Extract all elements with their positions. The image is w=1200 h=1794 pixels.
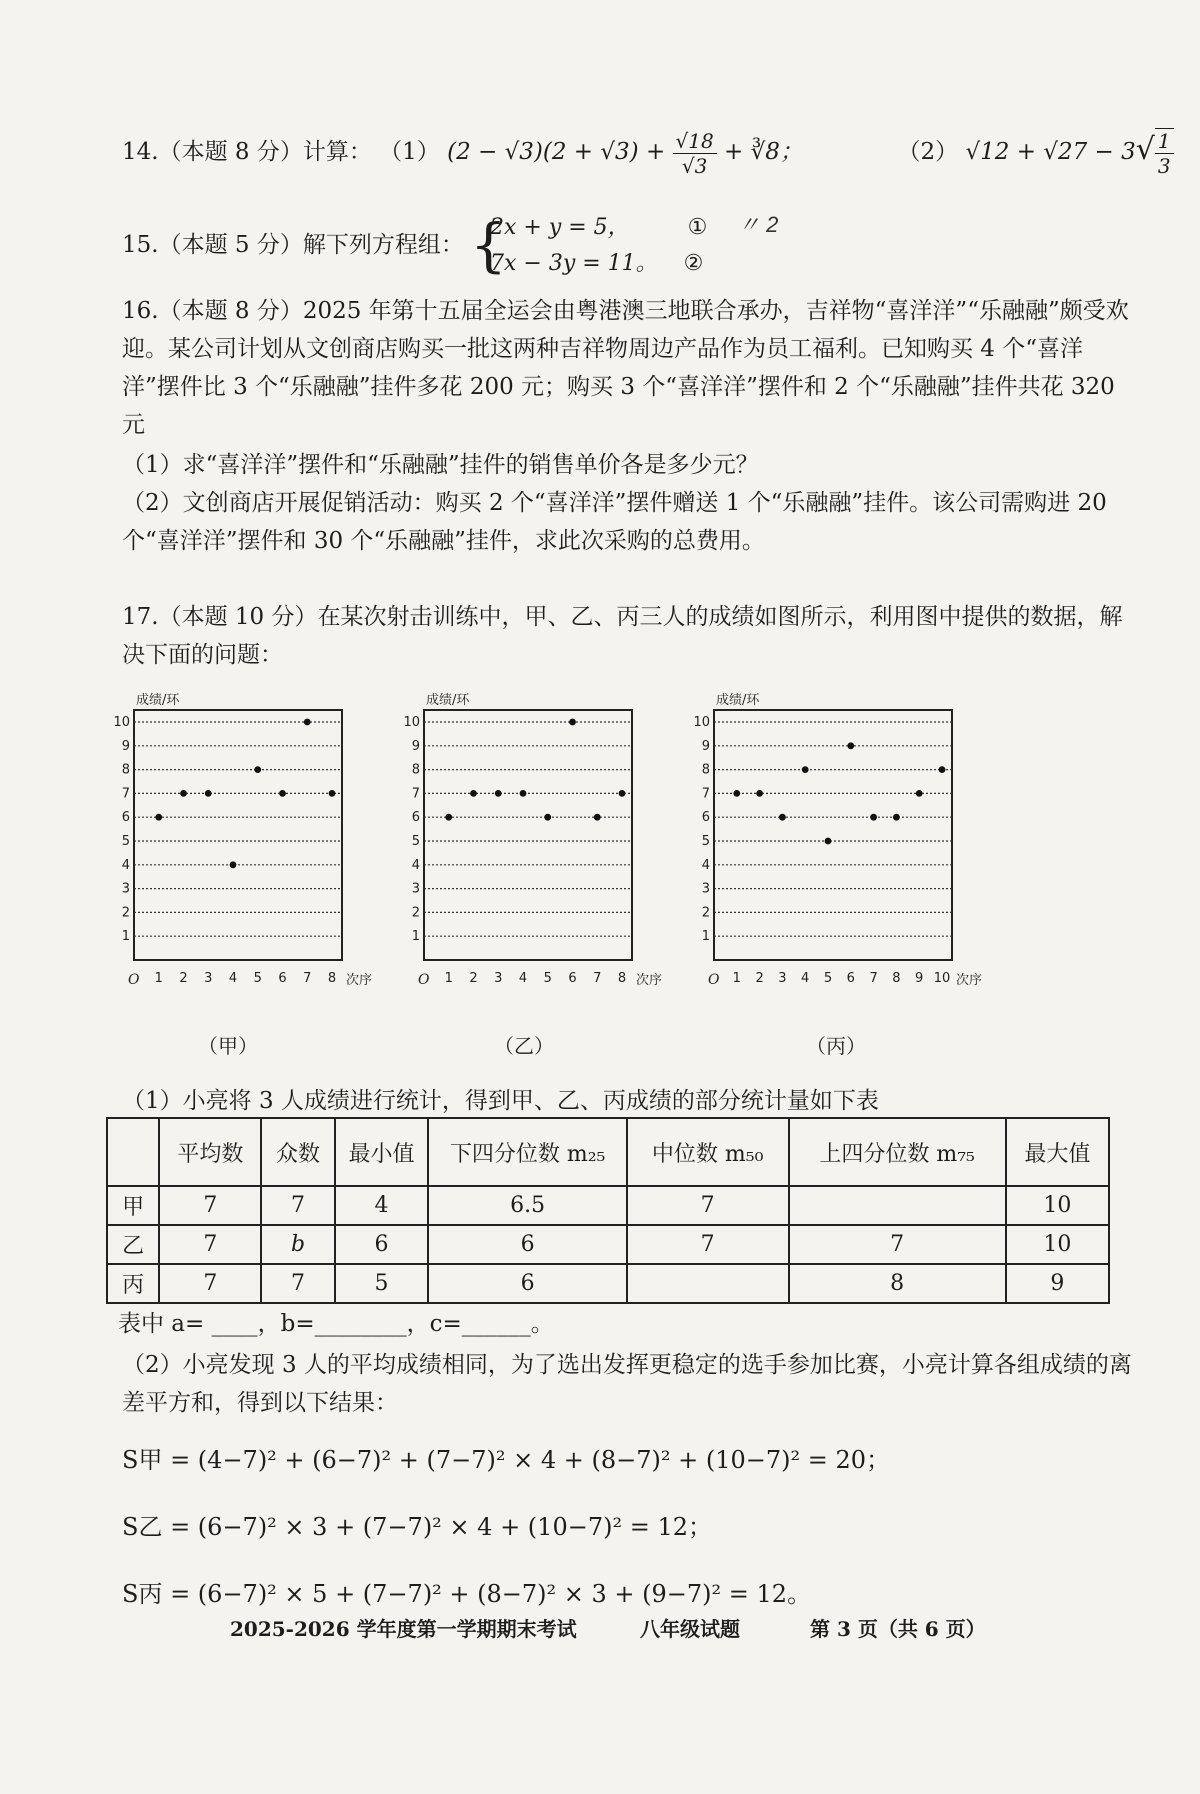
y-tick-label: 6 <box>121 810 130 826</box>
q17-part1: （1）小亮将 3 人成绩进行统计，得到甲、乙、丙成绩的部分统计量如下表 <box>122 1088 879 1114</box>
table-cell: 7 <box>627 1225 789 1264</box>
data-point <box>155 814 162 821</box>
table-cell: 7 <box>159 1186 261 1225</box>
equation-system <box>490 210 707 282</box>
y-axis-label: 成绩/环 <box>426 693 470 708</box>
origin-label: O <box>128 972 140 988</box>
x-tick-label: 8 <box>327 971 337 986</box>
data-point <box>569 719 576 726</box>
q14-part1-frac-den: √3 <box>681 153 708 178</box>
table-cell: 6.5 <box>428 1186 626 1225</box>
data-point <box>779 814 786 821</box>
data-point <box>802 766 809 773</box>
chart-yi <box>402 688 672 1023</box>
y-tick-label: 6 <box>701 810 710 826</box>
footer-exam-title: 2025-2026 学年度第一学期期末考试 <box>230 1617 577 1641</box>
formula-s-bing: S丙 = (6−7)² × 5 + (7−7)² + (8−7)² × 3 + (9−7)² = 12。 <box>122 1580 812 1608</box>
table-cell: 4 <box>335 1186 429 1225</box>
plot-frame <box>714 710 952 960</box>
y-tick-label: 7 <box>411 786 420 802</box>
x-tick-label: 5 <box>823 971 833 986</box>
table-cell: 10 <box>1006 1186 1109 1225</box>
table-cell: 5 <box>335 1264 429 1303</box>
q14-part1-fraction <box>673 129 717 178</box>
equation-2-mark: ② <box>683 251 704 276</box>
x-tick-label: 10 <box>933 971 951 986</box>
table-header-row <box>107 1118 1109 1186</box>
table-cell: 7 <box>789 1225 1006 1264</box>
data-point <box>445 814 452 821</box>
x-tick-label: 6 <box>278 971 287 986</box>
table-cell: 9 <box>1006 1264 1109 1303</box>
q14-part1-expr-a: (2 − √3)(2 + √3) + <box>447 139 673 165</box>
table-header-cell: 最小值 <box>335 1118 429 1186</box>
formula-s-jia: S甲 = (4−7)² + (6−7)² + (7−7)² × 4 + (8−7)² + (10−7)² = 20； <box>122 1446 891 1474</box>
data-point <box>205 790 212 797</box>
origin-label: O <box>708 972 720 988</box>
y-tick-label: 7 <box>701 786 710 802</box>
table-row <box>107 1264 1109 1303</box>
data-point <box>825 838 832 845</box>
y-tick-label: 4 <box>411 857 420 873</box>
y-tick-label: 8 <box>411 762 420 778</box>
data-point <box>180 790 187 797</box>
y-tick-label: 5 <box>121 834 130 849</box>
y-tick-label: 1 <box>411 929 420 945</box>
question-14: 14.（本题 8 分）计算： （1） (2 − √3)(2 + √3) + $\frac{√18}{√3}$ + ∛8； （2） √12 + √27 − 3√ $\frac{1}{3}$ <box>122 128 1174 178</box>
x-tick-label: 9 <box>915 971 924 986</box>
table-cell: 甲 <box>107 1186 159 1225</box>
q14-part2-frac-den: 3 <box>1157 154 1171 178</box>
equation-2: 7x − 3y = 11。 <box>490 251 658 276</box>
handwritten-note: 〃 2 <box>738 212 779 237</box>
data-point <box>470 790 477 797</box>
table-header-cell: 中位数 m₅₀ <box>627 1118 789 1186</box>
y-axis-label: 成绩/环 <box>136 693 180 708</box>
table-cell: 乙 <box>107 1225 159 1264</box>
footer-page-number: 第 3 页（共 6 页） <box>810 1617 986 1641</box>
table-header-cell: 下四分位数 m₂₅ <box>428 1118 626 1186</box>
table-cell: 7 <box>261 1264 334 1303</box>
x-tick-label: 7 <box>869 971 878 986</box>
y-tick-label: 10 <box>403 715 420 730</box>
y-tick-label: 1 <box>701 929 710 945</box>
x-tick-label: 1 <box>154 971 163 986</box>
x-tick-label: 1 <box>444 971 453 986</box>
y-tick-label: 2 <box>121 905 130 921</box>
y-tick-label: 6 <box>411 810 420 826</box>
x-tick-label: 1 <box>732 971 741 986</box>
x-tick-label: 4 <box>518 971 528 986</box>
table-cell: 7 <box>627 1186 789 1225</box>
equation-brace: { <box>470 211 507 279</box>
data-point <box>594 814 601 821</box>
x-tick-label: 8 <box>892 971 901 986</box>
x-axis-label: 次序 <box>956 973 983 988</box>
table-cell: 7 <box>159 1225 261 1264</box>
data-point <box>520 790 527 797</box>
x-tick-label: 8 <box>617 971 627 986</box>
y-tick-label: 5 <box>411 834 420 849</box>
x-tick-label: 6 <box>568 971 577 986</box>
table-cell: 6 <box>335 1225 429 1264</box>
q15-head: 15.（本题 5 分）解下列方程组： <box>122 232 464 258</box>
q14-part2-fraction <box>1155 128 1174 178</box>
y-tick-label: 9 <box>121 738 130 754</box>
table-cell: 6 <box>428 1225 626 1264</box>
table-header-cell <box>107 1118 159 1186</box>
x-tick-label: 2 <box>755 971 764 986</box>
y-tick-label: 9 <box>411 738 420 754</box>
y-tick-label: 9 <box>701 738 710 754</box>
equation-1-mark: ① <box>687 215 708 240</box>
x-tick-label: 7 <box>593 971 602 986</box>
y-tick-label: 8 <box>121 762 130 778</box>
x-tick-label: 2 <box>469 971 478 986</box>
y-tick-label: 4 <box>121 857 130 873</box>
q14-part2-frac-num: 1 <box>1155 129 1174 154</box>
data-point <box>230 861 237 868</box>
x-tick-label: 3 <box>778 971 787 986</box>
q14-part2-expr-a: √12 + √27 − 3 <box>965 139 1136 165</box>
table-row <box>107 1225 1109 1264</box>
footer-grade: 八年级试题 <box>640 1617 740 1641</box>
y-axis-label: 成绩/环 <box>716 693 760 708</box>
chart-bing <box>692 688 992 1023</box>
chart-bing-caption: （丙） <box>806 1034 866 1058</box>
table-cell <box>789 1186 1006 1225</box>
q14-part1-frac-num: √18 <box>673 129 717 154</box>
x-axis-label: 次序 <box>636 973 663 988</box>
x-tick-label: 5 <box>543 971 552 986</box>
table-cell <box>627 1264 789 1303</box>
data-point <box>495 790 502 797</box>
table-header-cell: 众数 <box>261 1118 334 1186</box>
x-tick-label: 7 <box>303 971 312 986</box>
q17-part2: （2）小亮发现 3 人的平均成绩相同，为了选出发挥更稳定的选手参加比赛，小亮计算各组成绩的离差平方和，得到以下结果： <box>122 1352 1132 1416</box>
x-tick-label: 3 <box>494 971 503 986</box>
table-cell: b <box>261 1225 334 1264</box>
origin-label: O <box>418 972 430 988</box>
data-point <box>939 766 946 773</box>
chart-jia-svg <box>112 688 382 1023</box>
y-tick-label: 3 <box>121 881 130 897</box>
chart-bing-svg <box>692 688 992 1023</box>
data-point <box>619 790 626 797</box>
y-tick-label: 1 <box>121 929 130 945</box>
x-tick-label: 5 <box>253 971 262 986</box>
y-tick-label: 7 <box>121 786 130 802</box>
data-point <box>279 790 286 797</box>
q14-head: 14.（本题 8 分）计算： <box>122 139 372 165</box>
data-point <box>916 790 923 797</box>
x-tick-label: 4 <box>228 971 238 986</box>
q14-part1-expr-b: + ∛8； <box>724 139 803 165</box>
x-tick-label: 6 <box>846 971 855 986</box>
table-row <box>107 1186 1109 1225</box>
q14-part2-label: （2） <box>897 139 959 165</box>
y-tick-label: 3 <box>701 881 710 897</box>
chart-jia-caption: （甲） <box>198 1034 258 1058</box>
data-point <box>304 719 311 726</box>
table-header-cell: 平均数 <box>159 1118 261 1186</box>
data-point <box>847 742 854 749</box>
q16-body: 16.（本题 8 分）2025 年第十五届全运会由粤港澳三地联合承办，吉祥物“喜洋洋”“乐融融”颇受欢迎。某公司计划从文创商店购买一批这两种吉祥物周边产品作为员工福利。已知购买 4 个“喜洋洋”摆件比 3 个“乐融融”挂件多花 200 元；购买 3 个“喜洋洋”摆件和 2 个“乐融融”挂件共花 320 元 <box>122 298 1129 438</box>
x-tick-label: 3 <box>204 971 213 986</box>
plot-frame <box>134 710 342 960</box>
table-cell: 8 <box>789 1264 1006 1303</box>
y-tick-label: 10 <box>693 715 710 730</box>
x-tick-label: 4 <box>801 971 810 986</box>
q16-part1: （1）求“喜洋洋”摆件和“乐融融”挂件的销售单价各是多少元？ <box>122 452 759 478</box>
table-cell: 丙 <box>107 1264 159 1303</box>
y-tick-label: 5 <box>701 834 710 849</box>
plot-frame <box>424 710 632 960</box>
equation-1: 2x + y = 5， <box>490 215 630 240</box>
data-point <box>870 814 877 821</box>
q16-part2: （2）文创商店开展促销活动：购买 2 个“喜洋洋”摆件赠送 1 个“乐融融”挂件。该公司需购进 20 个“喜洋洋”摆件和 30 个“乐融融”挂件，求此次采购的总费用。 <box>122 490 1107 554</box>
table-cell: 7 <box>261 1186 334 1225</box>
data-point <box>756 790 763 797</box>
y-tick-label: 3 <box>411 881 420 897</box>
q14-part1-label: （1） <box>379 139 440 165</box>
data-point <box>733 790 740 797</box>
y-tick-label: 4 <box>701 857 710 873</box>
chart-jia <box>112 688 382 1023</box>
data-point <box>329 790 336 797</box>
data-point <box>544 814 551 821</box>
y-tick-label: 2 <box>411 905 420 921</box>
stats-table <box>106 1117 1110 1304</box>
table-header-cell: 最大值 <box>1006 1118 1109 1186</box>
formula-s-yi: S乙 = (6−7)² × 3 + (7−7)² × 4 + (10−7)² = 12； <box>122 1513 712 1541</box>
table-cell: 6 <box>428 1264 626 1303</box>
chart-yi-caption: （乙） <box>494 1034 554 1058</box>
y-tick-label: 8 <box>701 762 710 778</box>
q17-blanks: 表中 a= ____，b=________，c=______。 <box>118 1311 554 1337</box>
table-header-cell: 上四分位数 m₇₅ <box>789 1118 1006 1186</box>
y-tick-label: 2 <box>701 905 710 921</box>
table-cell: 10 <box>1006 1225 1109 1264</box>
data-point <box>254 766 261 773</box>
data-point <box>893 814 900 821</box>
q17-intro: 17.（本题 10 分）在某次射击训练中，甲、乙、丙三人的成绩如图所示，利用图中提供的数据，解决下面的问题： <box>122 604 1123 668</box>
y-tick-label: 10 <box>113 715 130 730</box>
table-cell: 7 <box>159 1264 261 1303</box>
chart-yi-svg <box>402 688 672 1023</box>
x-axis-label: 次序 <box>346 973 373 988</box>
x-tick-label: 2 <box>179 971 188 986</box>
